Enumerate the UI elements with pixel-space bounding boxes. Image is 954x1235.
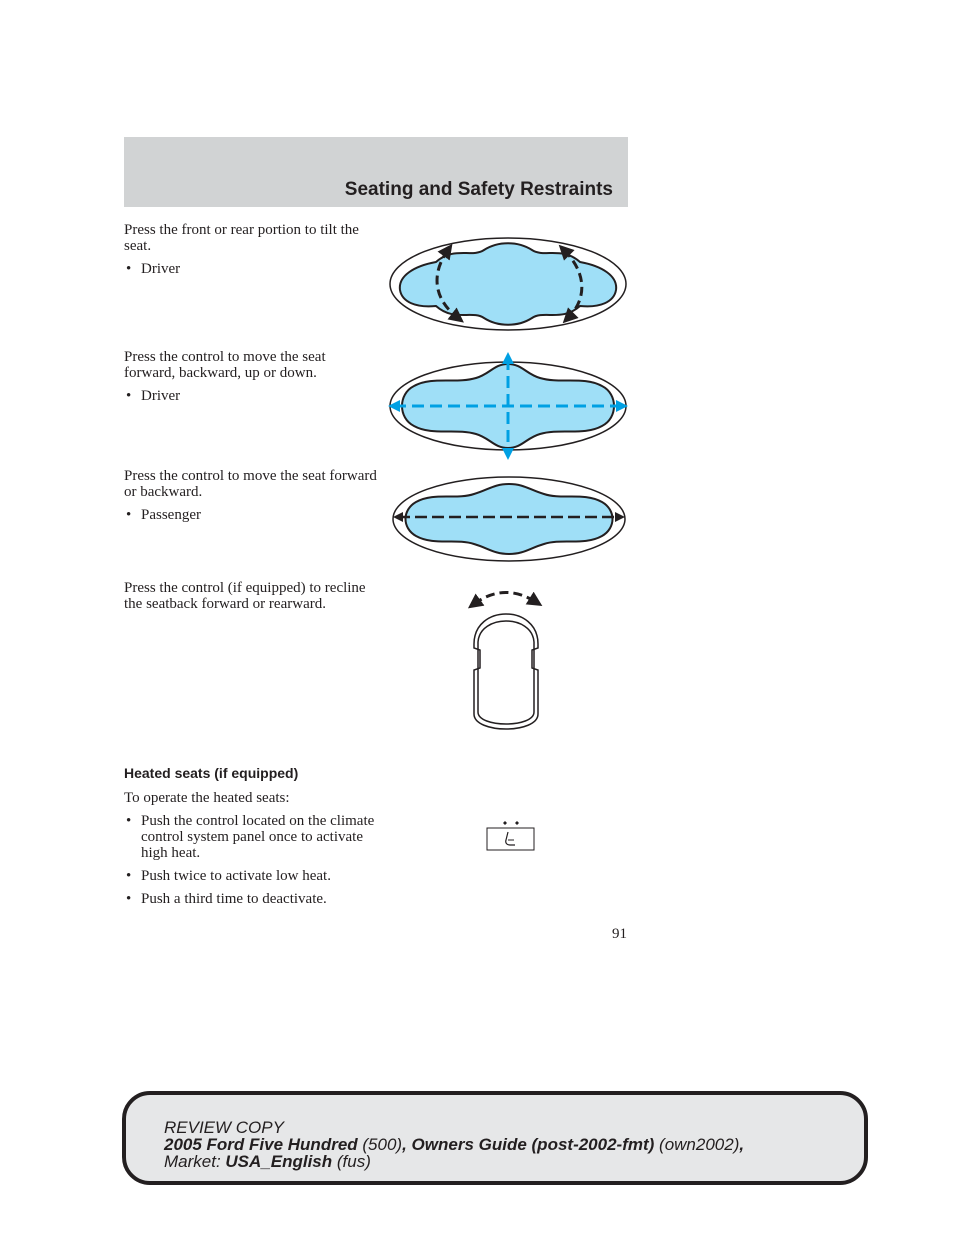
move-passenger-bullet: Passenger (141, 507, 201, 523)
footer-market-line: Market: USA_English (fus) (164, 1152, 371, 1171)
footer-guide-line: 2005 Ford Five Hundred (500), Owners Guide (post-2002-fmt) (own2002), (164, 1135, 745, 1154)
tilt-instructions (124, 222, 380, 277)
recline-control-icon (464, 584, 546, 734)
recline-instructions (124, 580, 380, 612)
section-title: Seating and Safety Restraints (344, 179, 613, 200)
seat-move-control-icon (386, 350, 630, 462)
list-item: • Driver (126, 388, 181, 404)
heated-seat-icon (486, 818, 536, 852)
review-label: REVIEW COPY (164, 1118, 284, 1137)
list-item: • Passenger (126, 507, 201, 523)
list-item: • Push twice to activate low heat. (126, 868, 331, 884)
move-driver-text: Press the control to move the seat forward, backward, up or down. (124, 349, 326, 381)
heated-seats-instructions (124, 790, 380, 907)
review-footer (122, 1091, 868, 1185)
recline-text: Press the control (if equipped) to recline the seatback forward or rearward. (124, 580, 366, 612)
move-driver-bullet: Driver (141, 388, 181, 404)
section-header (124, 137, 628, 207)
tilt-bullet: Driver (141, 261, 181, 277)
move-driver-instructions (124, 349, 380, 404)
tilt-control-icon (388, 236, 628, 332)
move-passenger-instructions (124, 468, 380, 523)
list-item: • Driver (126, 261, 181, 277)
heated-seats-heading: Heated seats (if equipped) (124, 765, 299, 781)
list-item: • Push the control located on the climate control system panel once to activate high heat. (126, 813, 375, 861)
tilt-text: Press the front or rear portion to tilt the seat. (124, 222, 359, 254)
footer-text (164, 1119, 744, 1170)
list-item: • Push a third time to deactivate. (126, 891, 327, 907)
page-number: 91 (612, 926, 627, 942)
move-passenger-text: Press the control to move the seat forward or backward. (124, 468, 377, 500)
heated-intro: To operate the heated seats: (124, 790, 290, 806)
seat-slide-control-icon (390, 474, 628, 564)
